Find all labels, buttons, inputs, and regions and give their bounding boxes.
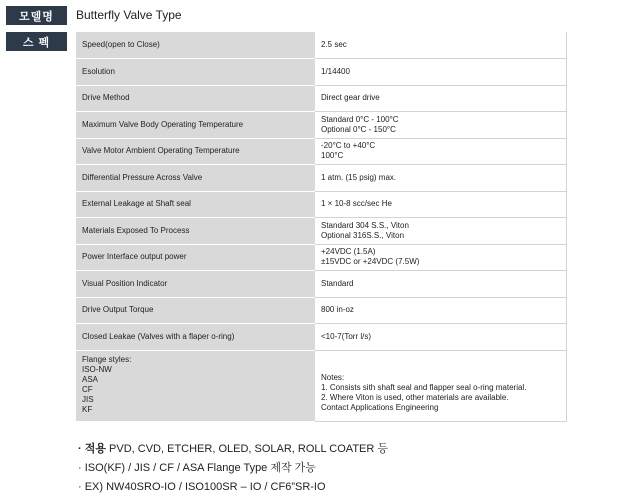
spec-key: Drive Output Torque xyxy=(76,297,315,324)
flange-note-line: Notes: xyxy=(321,372,345,382)
spec-table xyxy=(76,32,567,422)
spec-key: Valve Motor Ambient Operating Temperature xyxy=(76,138,315,165)
flange-style-line: ISO-NW xyxy=(82,364,112,374)
spec-value-line: Optional 316S.S., Viton xyxy=(321,230,405,240)
spec-key: Drive Method xyxy=(76,85,315,112)
spec-row xyxy=(76,244,567,271)
spec-row xyxy=(76,85,567,112)
spec-value xyxy=(315,218,567,245)
spec-row xyxy=(76,165,567,192)
bullet-application-head: · 적용 xyxy=(78,443,106,455)
spec-value-line: ±15VDC or +24VDC (7.5W) xyxy=(321,257,420,267)
flange-style-line: KF xyxy=(82,404,93,414)
spec-value-line: Standard xyxy=(321,278,354,288)
flange-style-line: CF xyxy=(82,384,93,394)
spec-value xyxy=(315,32,567,59)
bullet-application xyxy=(78,440,388,459)
spec-value-line: +24VDC (1.5A) xyxy=(321,247,376,257)
flange-note-line: Contact Applications Engineering xyxy=(321,402,439,412)
spec-value-line: 2.5 sec xyxy=(321,40,347,49)
spec-value xyxy=(315,244,567,271)
spec-value xyxy=(315,297,567,324)
flange-notes-value xyxy=(315,350,567,421)
spec-value xyxy=(315,324,567,351)
spec-value-line: 1/14400 xyxy=(321,66,350,76)
spec-row xyxy=(76,138,567,165)
flange-styles-key xyxy=(76,350,315,421)
spec-value-line: Standard 0°C - 100°C xyxy=(321,114,399,124)
model-value: Butterfly Valve Type xyxy=(76,8,182,22)
spec-row xyxy=(76,297,567,324)
bullet-application-text: PVD, CVD, ETCHER, OLED, SOLAR, ROLL COATER 등 xyxy=(105,443,389,455)
spec-row-flange xyxy=(76,350,567,421)
spec-value-line: Optional 0°C - 150°C xyxy=(321,124,396,134)
spec-value-line: Direct gear drive xyxy=(321,93,380,103)
spec-row xyxy=(76,59,567,86)
spec-key: External Leakage at Shaft seal xyxy=(76,191,315,218)
spec-key: Power Interface output power xyxy=(76,244,315,271)
spec-value-line: -20°C to +40°C xyxy=(321,141,376,151)
spec-value xyxy=(315,112,567,139)
spec-key: Materials Exposed To Process xyxy=(76,218,315,245)
spec-key: Visual Position Indicator xyxy=(76,271,315,298)
flange-style-line: JIS xyxy=(82,394,94,404)
spec-value xyxy=(315,59,567,86)
spec-value-line: 1 × 10-8 scc/sec He xyxy=(321,199,392,209)
spec-value-line: Standard 304 S.S., Viton xyxy=(321,220,409,230)
spec-value-line: 1 atm. (15 psig) max. xyxy=(321,172,397,182)
spec-row xyxy=(76,271,567,298)
spec-value-line: 100°C xyxy=(321,151,344,161)
spec-key: Differential Pressure Across Valve xyxy=(76,165,315,192)
spec-key: Closed Leakae (Valves with a flaper o-ring) xyxy=(76,324,315,351)
bullet-examples: · EX) NW40SRO-IO / ISO100SR – IO / CF6”SR-IO xyxy=(78,481,326,493)
flange-note-line: 1. Consists sith shaft seal and flapper seal o-ring material. xyxy=(321,382,527,392)
spec-key: Speed(open to Close) xyxy=(76,32,315,59)
feature-bullets xyxy=(78,440,388,497)
spec-value xyxy=(315,191,567,218)
spec-label-badge: 스 펙 xyxy=(6,32,67,51)
bullet-flange-types: · ISO(KF) / JIS / CF / ASA Flange Type 제작 가능 xyxy=(78,462,316,474)
spec-value xyxy=(315,138,567,165)
flange-style-line: Flange styles: xyxy=(82,354,132,364)
spec-row xyxy=(76,112,567,139)
flange-note-line: 2. Where Viton is used, other materials are available. xyxy=(321,392,509,402)
spec-row xyxy=(76,218,567,245)
spec-value-line: <10-7(Torr l/s) xyxy=(321,331,372,341)
spec-row xyxy=(76,191,567,218)
spec-key: Esolution xyxy=(76,59,315,86)
spec-row xyxy=(76,32,567,59)
flange-style-line: ASA xyxy=(82,374,99,384)
model-label-badge: 모델명 xyxy=(6,6,67,25)
spec-value xyxy=(315,271,567,298)
spec-row xyxy=(76,324,567,351)
spec-value-line: 800 in-oz xyxy=(321,305,354,315)
spec-value xyxy=(315,85,567,112)
spec-key: Maximum Valve Body Operating Temperature xyxy=(76,112,315,139)
spec-value xyxy=(315,165,567,192)
